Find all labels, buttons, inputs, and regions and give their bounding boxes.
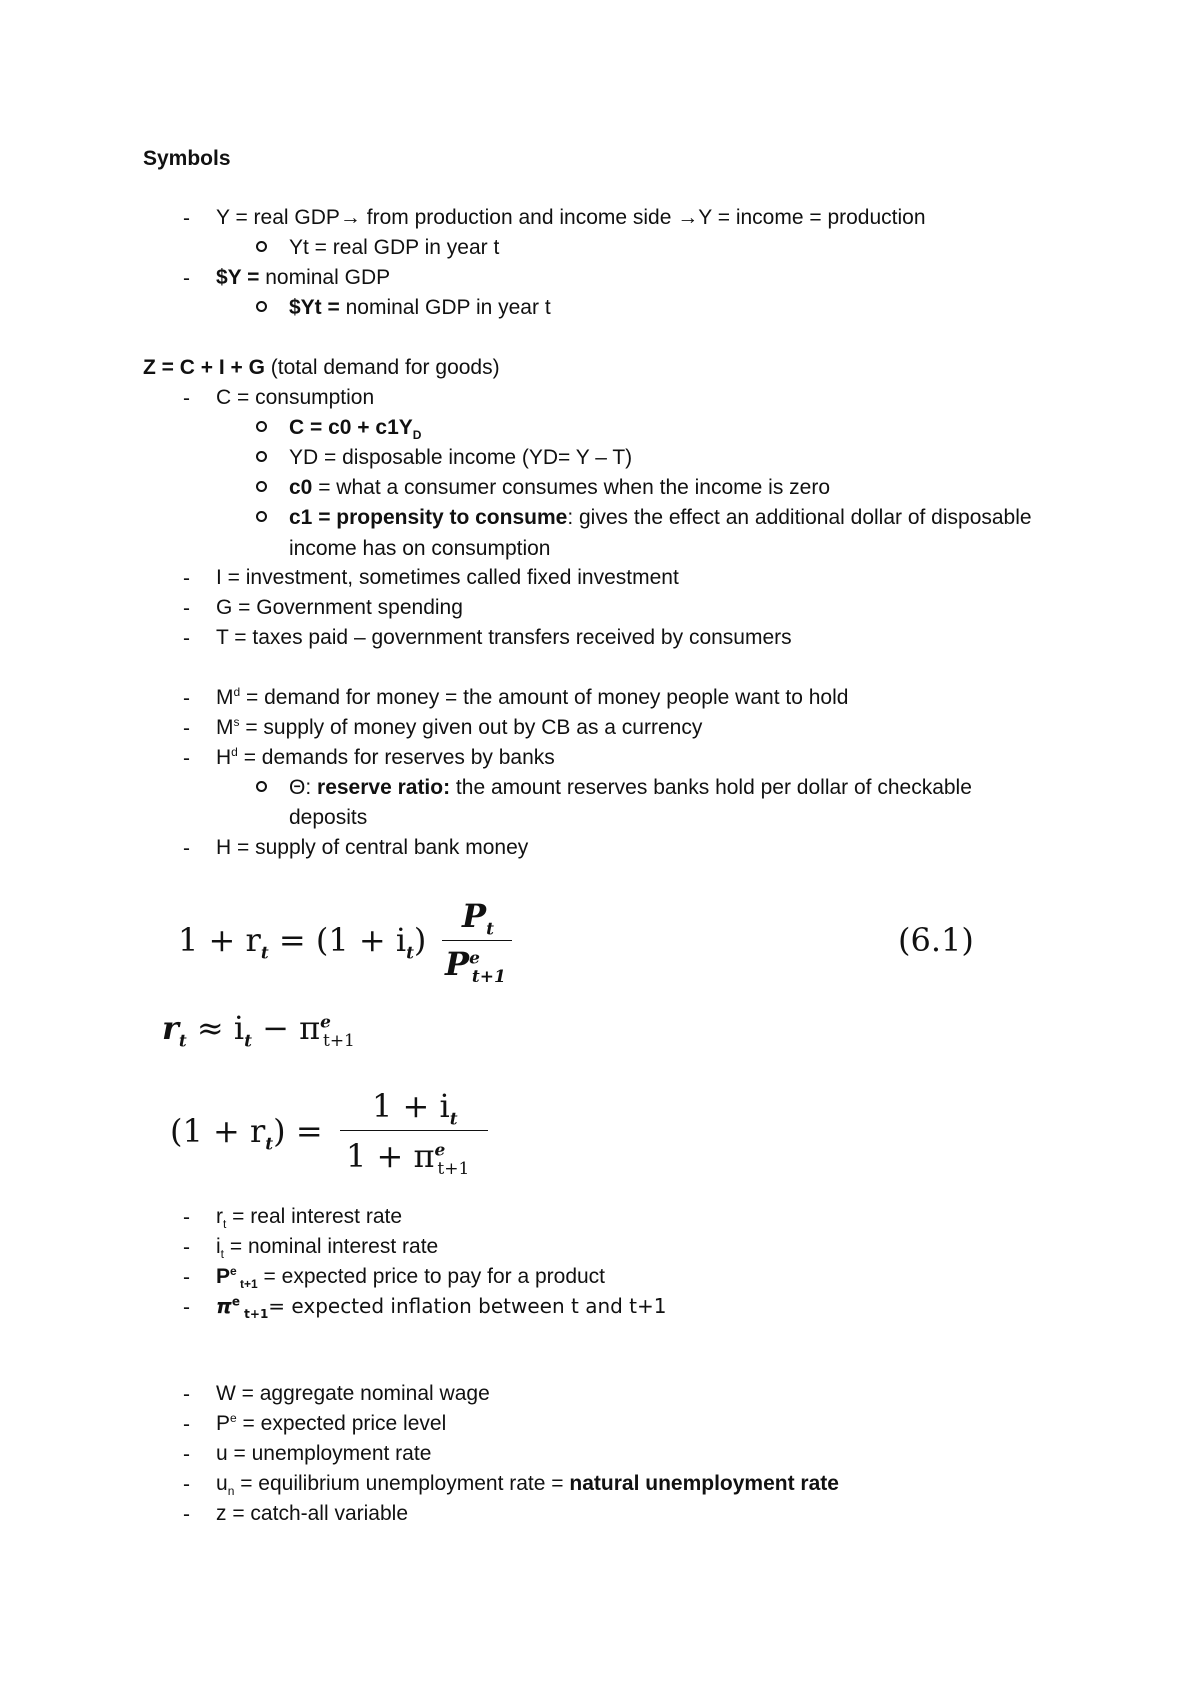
eq-superscript: e — [434, 1140, 446, 1161]
bullet-dash — [183, 387, 193, 411]
bullet-dash — [183, 687, 193, 711]
equation-exact-denominator — [346, 1137, 470, 1180]
arrow-icon: → — [677, 206, 699, 229]
eq-text: P — [462, 897, 487, 935]
list-item-reserve-ratio — [289, 777, 972, 798]
bullet-dash — [183, 1473, 193, 1497]
list-item-nominal-gdp — [216, 267, 390, 288]
term-y: Y = real GDP — [216, 206, 340, 229]
text-money-demand: = demand for money = the amount of money people want to hold — [240, 686, 849, 709]
eq-text: (1 + r — [170, 1112, 266, 1150]
bullet-dash — [183, 627, 193, 651]
text-catch-all: z = catch-all variable — [216, 1502, 409, 1525]
bullet-dash — [183, 1266, 193, 1290]
text-consumption: C = consumption — [216, 386, 375, 409]
bullet-circle-icon — [256, 419, 268, 431]
term-nominal-y: $Y = — [216, 266, 260, 289]
bullet-dash — [183, 717, 193, 741]
term-u: u — [216, 1472, 228, 1495]
list-item-yd — [289, 447, 632, 468]
list-item-investment — [216, 567, 679, 588]
text-c1: : gives the effect an additional dollar of disposable — [567, 506, 1032, 529]
superscript: d — [233, 685, 241, 699]
bullet-dash — [183, 207, 193, 231]
term-i: i — [216, 1235, 221, 1258]
text-yd: YD = disposable income (YD= Y – T) — [289, 446, 633, 469]
eq-subscript: t+1 — [471, 967, 506, 988]
equation-exact-lhs — [170, 1112, 323, 1155]
term-nominal-yt: $Yt = — [289, 296, 340, 319]
text-investment: I = investment, sometimes called fixed investment — [216, 566, 679, 589]
text-yt: Yt = real GDP in year t — [289, 236, 500, 259]
bullet-circle-icon — [256, 449, 268, 461]
term-pi: π — [216, 1294, 232, 1318]
list-item-consumption — [216, 387, 374, 408]
bullet-circle-icon — [256, 239, 268, 251]
text-c0: = what a consumer consumes when the income is zero — [312, 476, 831, 499]
bullet-circle-icon — [256, 509, 268, 521]
bullet-circle-icon — [256, 779, 268, 791]
list-item-wage — [216, 1383, 490, 1404]
eq-subscript: t — [449, 1109, 458, 1130]
equation-number: (6.1) — [898, 921, 974, 959]
text-unemployment: u = unemployment rate — [216, 1442, 432, 1465]
list-item-money-demand — [216, 687, 848, 708]
term-m: M — [216, 716, 234, 739]
eq-subscript: t+1 — [322, 1031, 355, 1052]
subscript: t — [223, 1217, 227, 1232]
fraction-bar — [442, 940, 512, 941]
text-expected-inflation: = expected inflation between t and t+1 — [268, 1294, 667, 1318]
eq-subscript: t — [486, 919, 494, 940]
text-taxes: T = taxes paid – government transfers received by consumers — [216, 626, 792, 649]
text-nominal-rate: = nominal interest rate — [224, 1235, 439, 1258]
term-c0: c0 — [289, 476, 313, 499]
text-nominal-gdp: nominal GDP — [259, 266, 391, 289]
text-nominal-yt: nominal GDP in year t — [339, 296, 551, 319]
bullet-dash — [183, 837, 193, 861]
eq-text: 1 + i — [372, 1087, 450, 1125]
text-deposits: deposits — [289, 806, 368, 829]
term-m: M — [216, 686, 234, 709]
equation-exact-numerator — [372, 1087, 458, 1130]
equation-approximation — [162, 1009, 355, 1052]
arrow-icon: → — [339, 206, 361, 229]
bullet-dash — [183, 1443, 193, 1467]
term-p: P — [216, 1412, 231, 1435]
term-consumption-function: C = c0 + c1Y — [289, 416, 413, 439]
text-wage: W = aggregate nominal wage — [216, 1382, 490, 1405]
list-item-catch-all — [216, 1503, 408, 1524]
bullet-circle-icon — [256, 479, 268, 491]
equation-6-1-denominator — [445, 945, 506, 988]
bullet-circle-icon — [256, 299, 268, 311]
list-item-nominal-rate — [216, 1235, 439, 1262]
list-item-real-gdp — [216, 207, 926, 228]
list-item-natural-unemployment — [216, 1472, 839, 1499]
list-item-c1 — [289, 507, 1032, 528]
list-item-c0 — [289, 477, 830, 498]
bullet-dash — [183, 1296, 193, 1320]
eq-text: ) — [413, 921, 427, 959]
eq-subscript: t+1 — [437, 1159, 470, 1180]
section-title: Symbols — [143, 147, 231, 170]
bullet-dash — [183, 1236, 193, 1260]
list-item-money-supply — [216, 717, 702, 738]
superscript: d — [231, 745, 238, 759]
text-total-demand: (total demand for goods) — [264, 356, 500, 379]
fraction-bar — [340, 1130, 488, 1131]
term-z: Z = C + I + G — [143, 356, 265, 379]
bullet-dash — [183, 1206, 193, 1230]
term-natural-unemployment: natural unemployment rate — [569, 1472, 839, 1495]
eq-subscript: t — [260, 943, 269, 964]
term-r: r — [216, 1205, 223, 1228]
text-money-supply: = supply of money given out by CB as a currency — [239, 716, 703, 739]
list-item-reserve-demand — [216, 747, 555, 768]
text-reserve-ratio: the amount reserves banks hold per dollar of checkable — [450, 776, 972, 799]
equation-6-1-numerator — [462, 897, 494, 940]
term-theta: Θ: — [289, 776, 318, 799]
list-item-nominal-yt — [289, 297, 551, 318]
text-real-rate: = real interest rate — [226, 1205, 403, 1228]
term-h: H — [216, 746, 232, 769]
list-item-real-rate — [216, 1205, 403, 1232]
bullet-dash — [183, 1413, 193, 1437]
subscript: n — [227, 1484, 235, 1499]
bullet-dash — [183, 567, 193, 591]
bullet-dash — [183, 597, 193, 621]
bullet-dash — [183, 1383, 193, 1407]
bullet-dash — [183, 267, 193, 291]
eq-subscript: t — [406, 943, 414, 964]
term-p: P — [216, 1265, 231, 1288]
eq-text: r — [162, 1009, 179, 1047]
eq-subscript: t — [265, 1134, 274, 1155]
list-item-reserve-ratio-continued — [289, 807, 367, 828]
list-item-consumption-function — [289, 416, 422, 443]
eq-text: 1 + π — [346, 1137, 435, 1175]
term-c1: c1 = propensity to consume — [289, 506, 568, 529]
superscript: e — [230, 1411, 237, 1425]
eq-superscript: e — [320, 1012, 331, 1033]
demand-heading — [143, 357, 500, 378]
text-income-production: Y = income = production — [698, 206, 926, 229]
list-item-expected-price — [216, 1264, 606, 1292]
superscript: e — [231, 1294, 240, 1309]
equation-6-1-lhs — [178, 921, 427, 964]
list-item-yt — [289, 237, 499, 258]
text-production-income: from production and income side — [360, 206, 678, 229]
subscript: D — [412, 428, 422, 443]
text-expected-price-level: = expected price level — [236, 1412, 447, 1435]
eq-text: ≈ i — [186, 1009, 245, 1047]
list-item-taxes — [216, 627, 792, 648]
list-item-expected-price-level — [216, 1413, 446, 1434]
text-central-bank-money: H = supply of central bank money — [216, 836, 529, 859]
list-item-government — [216, 597, 463, 618]
eq-text: − π — [251, 1009, 321, 1047]
bullet-dash — [183, 747, 193, 771]
subscript: t+1 — [239, 1307, 269, 1321]
list-item-unemployment — [216, 1443, 431, 1464]
text-c1-continued: income has on consumption — [289, 537, 551, 560]
eq-subscript: t — [244, 1031, 252, 1052]
superscript: s — [233, 715, 240, 729]
list-item-c1-continued — [289, 538, 551, 559]
subscript: t+1 — [236, 1277, 258, 1292]
text-equilibrium-unemployment: = equilibrium unemployment rate = — [234, 1472, 570, 1495]
eq-text: P — [445, 945, 470, 983]
eq-text: 1 + r — [178, 921, 261, 959]
eq-text: ) = — [273, 1112, 323, 1150]
text-government: G = Government spending — [216, 596, 463, 619]
list-item-central-bank-money — [216, 837, 528, 858]
subscript: t — [220, 1247, 225, 1262]
superscript: e — [230, 1264, 237, 1278]
eq-text: = (1 + i — [268, 921, 407, 959]
eq-superscript: e — [469, 948, 480, 969]
text-expected-price: = expected price to pay for a product — [257, 1265, 606, 1288]
text-reserve-demand: = demands for reserves by banks — [237, 746, 555, 769]
eq-subscript: t — [178, 1031, 187, 1052]
term-reserve-ratio: reserve ratio: — [317, 776, 451, 799]
bullet-dash — [183, 1503, 193, 1527]
list-item-expected-inflation — [216, 1294, 667, 1321]
